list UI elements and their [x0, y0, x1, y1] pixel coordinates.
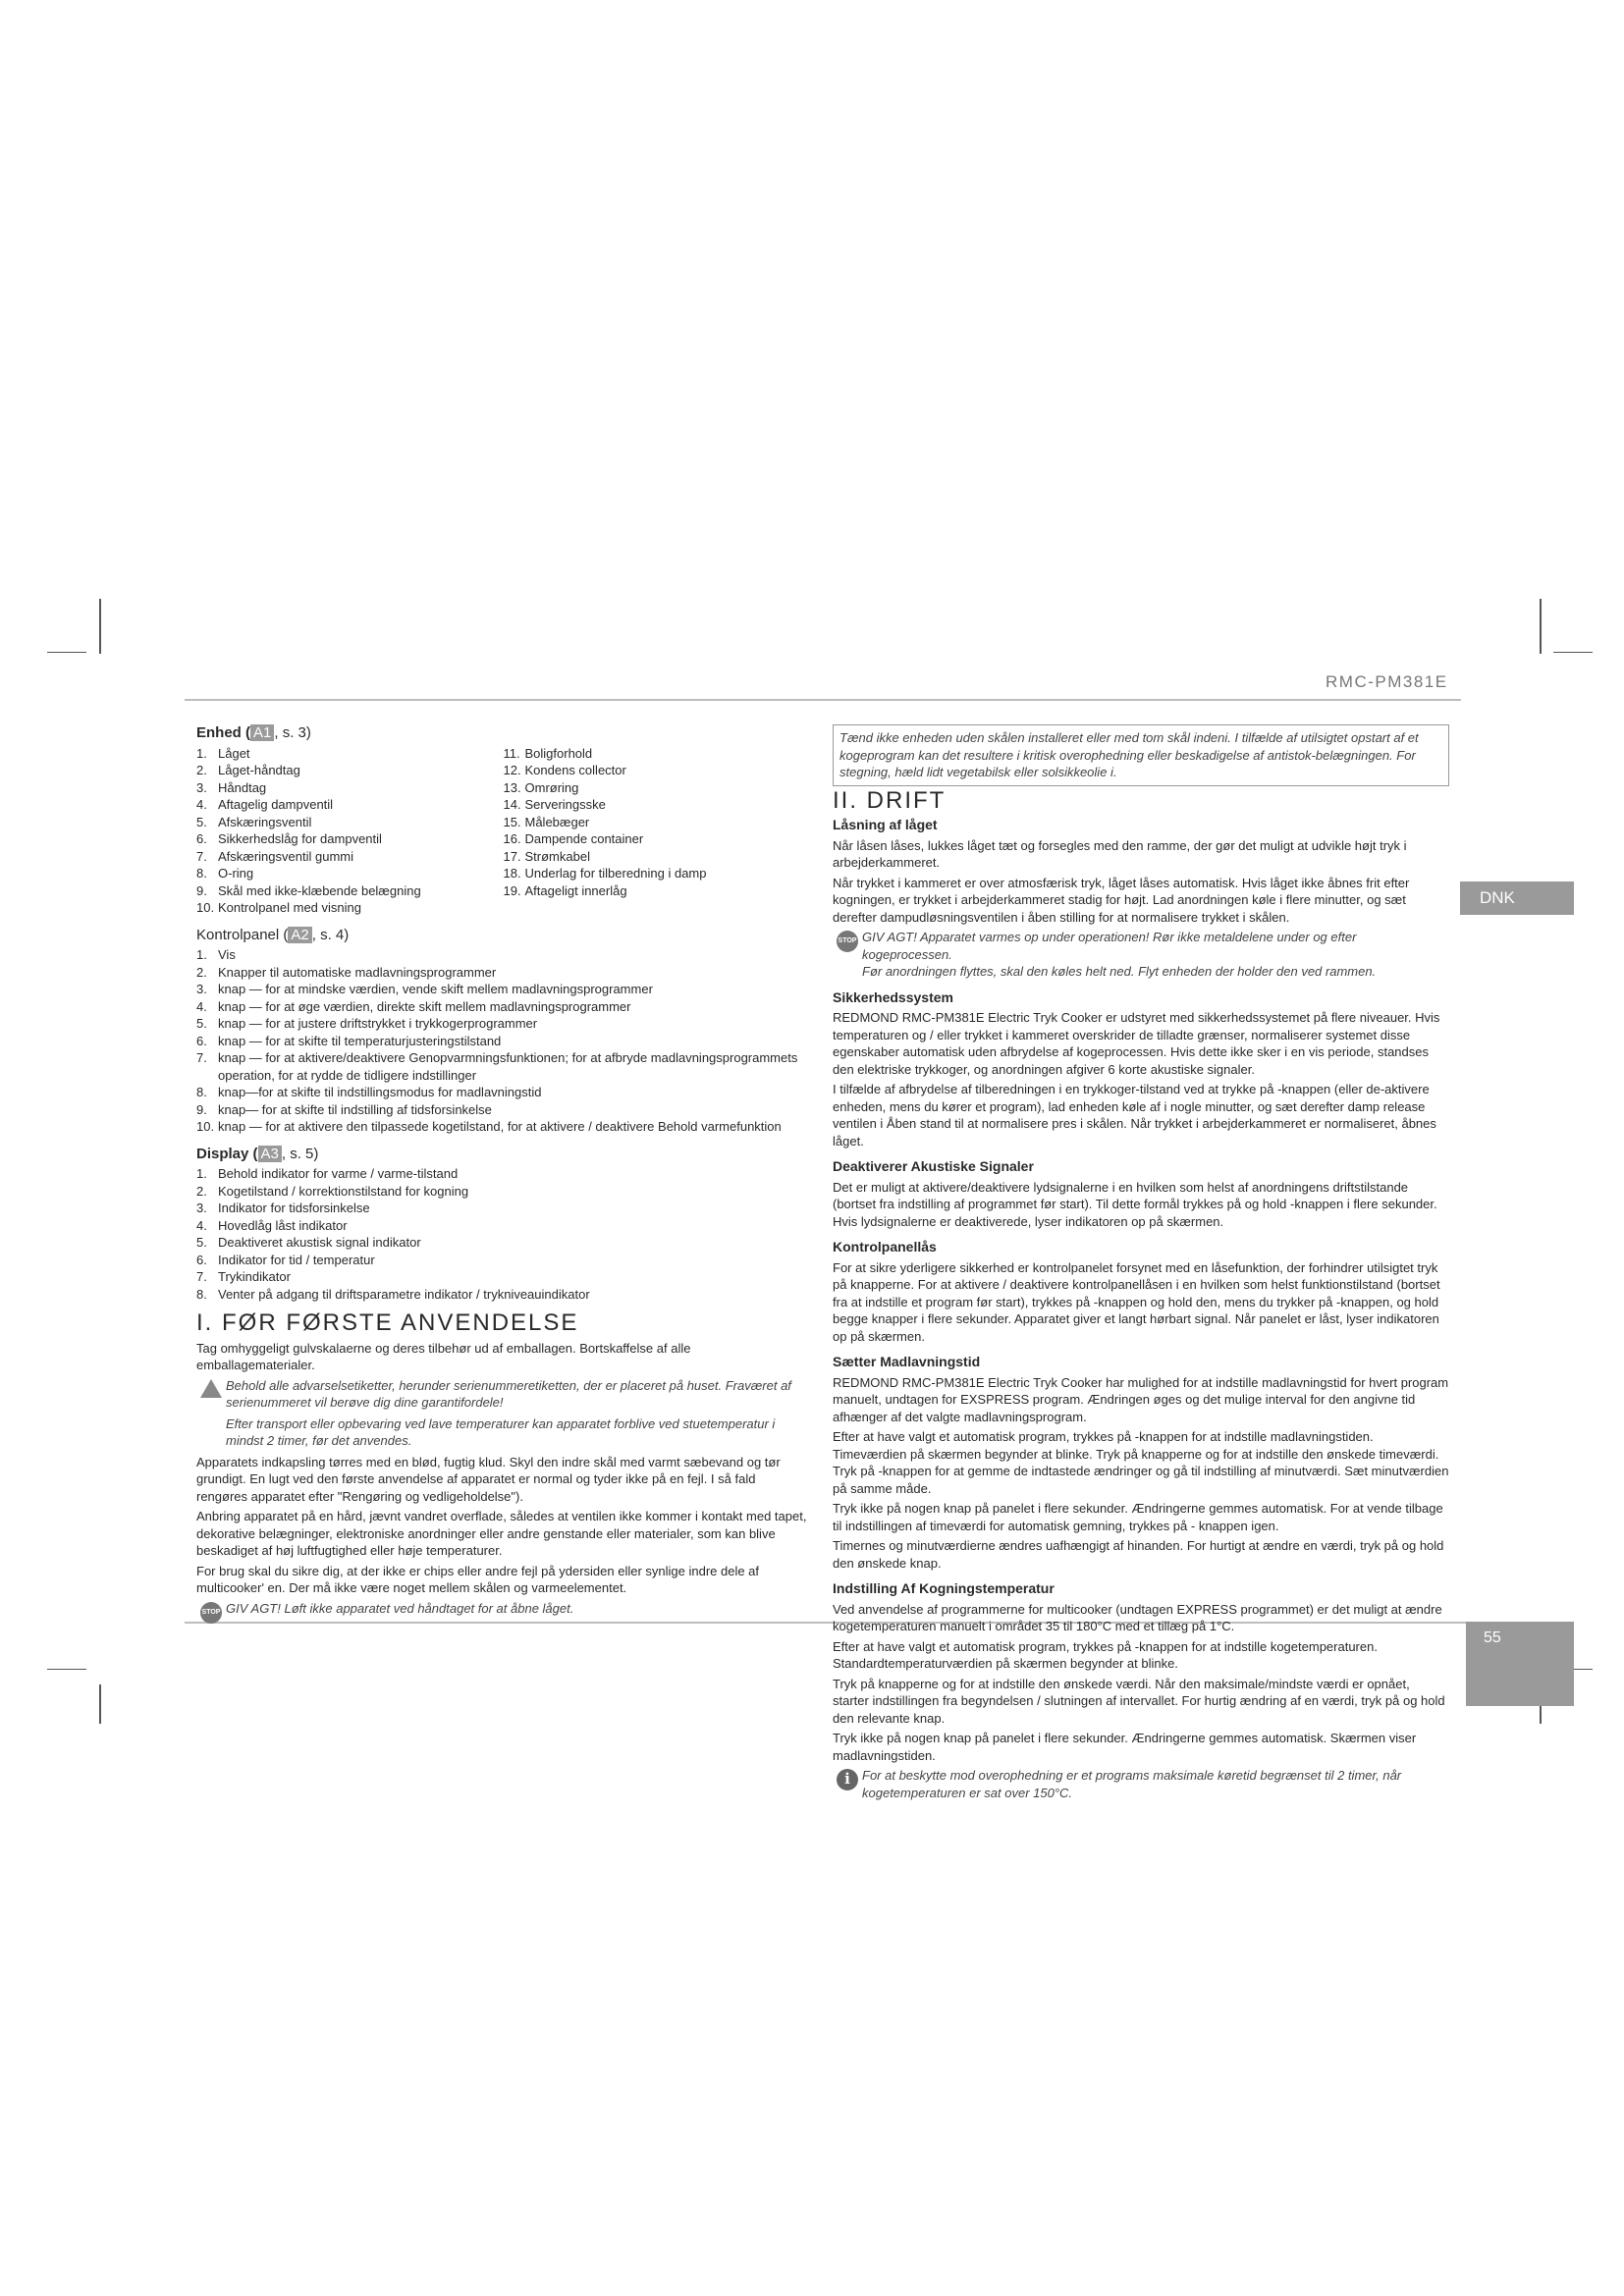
list-item: 8. O-ring	[196, 866, 254, 881]
list-item: 2. Knapper til automatiske madlavningsprogrammer	[196, 964, 497, 980]
list-item: 3. knap — for at mindske værdien, vende skift mellem madlavningsprogrammer	[196, 982, 653, 996]
crop-mark	[1553, 652, 1593, 653]
list-item: 5. Afskæringsventil	[196, 814, 312, 829]
subheading: Deaktiverer Akustiske Signaler	[833, 1158, 1034, 1174]
list-item: 17. Strømkabel	[503, 848, 590, 864]
subheading: Sikkerhedssystem	[833, 988, 953, 1005]
list-item: 7. Afskæringsventil gummi	[196, 848, 353, 864]
info-icon: i	[837, 1769, 858, 1790]
list-item: 8. knap—for at skifte til indstillingsmodus for madlavningstid	[196, 1085, 542, 1099]
figure-ref: A1	[250, 724, 274, 741]
list-item: 6. Indikator for tid / temperatur	[196, 1252, 375, 1267]
warning-note: Behold alle advarselsetiketter, herunder serienummeretiketten, der er placeret på huset. Fraværet af serienummeret vil berøve dig dine garantifordele!	[196, 1377, 810, 1412]
info-note: i For at beskytte mod overophedning er et programs maksimale køretid begrænset til 2 timer, når kogetemperaturen er sat over 150°C.	[833, 1767, 1449, 1801]
list-item: 3. Indikator for tidsforsinkelse	[196, 1201, 370, 1215]
list-item: 10. Kontrolpanel med visning	[196, 900, 361, 915]
stop-icon: STOP	[200, 1602, 222, 1624]
left-column	[196, 724, 810, 1628]
list-item: 8. Venter på adgang til driftsparametre indikator / trykniveauindikator	[196, 1286, 590, 1302]
list-item: 4. Aftagelig dampventil	[196, 797, 334, 812]
crop-mark	[99, 1684, 101, 1724]
crop-mark	[47, 652, 86, 653]
list-item: 5. knap — for at justere driftstrykket i trykkogerprogrammer	[196, 1016, 538, 1031]
section-title: I. FØR FØRSTE ANVENDELSE	[196, 1309, 579, 1336]
paragraph: REDMOND RMC-PM381E Electric Tryk Cooker er udstyret med sikkerhedssystemet på flere niveauer. Hvis temperaturen og / eller trykket i kammeret overskrider de tilladte grænser, normaliserer systemet disse egenskaber automatisk uden afbrydelse af kogeprocessen. Hvis dette ikke sker i en vis periode, standses den elektriske trykkoger, og anordningen afgiver 6 korte akustiske signaler.	[833, 1010, 1440, 1077]
list-item: 7. Trykindikator	[196, 1269, 291, 1284]
stop-icon: STOP	[837, 931, 858, 952]
header-rule	[185, 699, 1461, 701]
paragraph: Tryk ikke på nogen knap på panelet i flere sekunder. Ændringerne gemmes automatisk. For at vende tilbage til indstillingen af timeværdi for automatisk gemning, trykkes på - knappen igen.	[833, 1501, 1443, 1533]
list-item: 13. Omrøring	[503, 779, 579, 795]
list-item: 14. Serveringsske	[503, 797, 606, 812]
paragraph: Når trykket i kammeret er over atmosfærisk tryk, låget låses automatisk. Hvis låget ikke åbnes frit efter kogningen, er trykket i arbejderkammeret stadig for højt. Lad anordningen køle i flere minutter, og sæt derefter dampudløsningsventilen i åben stilling for at normalisere trykket i skålen.	[833, 875, 1410, 925]
list-item: 2. Låget-håndtag	[196, 763, 300, 777]
list-item: 6. knap — for at skifte til temperaturjusteringstilstand	[196, 1033, 502, 1048]
subheading: Sætter Madlavningstid	[833, 1354, 981, 1369]
paragraph: Tryk ikke på nogen knap på panelet i flere sekunder. Ændringerne gemmes automatisk. Skærmen viser madlavningstiden.	[833, 1731, 1417, 1763]
list-item: 10. knap — for at aktivere den tilpassede kogetilstand, for at aktivere / deaktivere Behold varmefunktion	[196, 1119, 782, 1134]
list-item: 2. Kogetilstand / korrektionstilstand for kogning	[196, 1183, 469, 1199]
paragraph: Efter at have valgt et automatisk program, trykkes på -knappen for at indstille madlavningstiden. Timeværdien på skærmen begynder at blinke. Tryk på knapperne og for at indstille den ønskede timeværdi. Tryk på -knappen for at gemme de indtastede ændringer og gå til indstilling af minutværdi. Sæt minutværdien på samme måde.	[833, 1429, 1449, 1496]
model-name: RMC-PM381E	[1326, 672, 1448, 691]
page-number: 55	[1466, 1622, 1574, 1706]
paragraph: I tilfælde af afbrydelse af tilberedningen i en trykkoger-tilstand ved at trykke på -knappen (eller de-aktivere enheden, mens du kører et program), lad enheden køle af i nogle minutter, og sæt derefter damp release ventilen i Åben stand til at normalisere pres i skålen. Når trykket i arbejderkammeret er normaliseret, åbnes låget.	[833, 1082, 1436, 1148]
list-item: 15. Målebæger	[503, 814, 590, 829]
paragraph: REDMOND RMC-PM381E Electric Tryk Cooker har mulighed for at indstille madlavningstid for hvert program manuelt, undtagen for EXSPRESS program. Ændringen øges og det mulige interval for den angivne tid afhænger af det valgte madlavningsprogram.	[833, 1374, 1449, 1424]
stop-note: STOP GIV AGT! Apparatet varmes op under operationen! Rør ikke metaldelene under og efter kogeprocessen. Før anordningen flyttes, skal den køles helt ned. Flyt enheden der holder den ved rammen.	[838, 930, 1377, 979]
unit-list-col2	[504, 745, 811, 917]
paragraph: Timernes og minutværdierne ændres uafhængigt af hinanden. For hurtigt at ændre en værdi, tryk på og hold den ønskede knap.	[833, 1538, 1444, 1571]
figure-ref: A3	[258, 1146, 282, 1162]
section-title: II. DRIFT	[833, 786, 947, 814]
crop-mark	[1540, 599, 1542, 654]
list-item: 1. Vis	[196, 947, 236, 962]
list-item: 16. Dampende container	[503, 831, 644, 846]
warning-note: Efter transport eller opbevaring ved lave temperaturer kan apparatet forblive ved stuetemperatur i mindst 2 timer, før det anvendes.	[226, 1415, 776, 1448]
paragraph: Det er muligt at aktivere/deaktivere lydsignalerne i en hvilken som helst af anordningens driftstilstande (bortset fra indstilling af programmet før start). Til dette formål trykkes på og hold -knappen i flere sekunder. Hvis lydsignalerne er deaktiverede, lyser indikatoren op på skærmen.	[833, 1179, 1437, 1229]
paragraph: Efter at have valgt et automatisk program, trykkes på -knappen for at indstille kogetemperaturen. Standardtemperaturværdien på skærmen begynder at blinke.	[833, 1638, 1378, 1671]
list-item: 18. Underlag for tilberedning i damp	[503, 866, 707, 881]
list-item: 5. Deaktiveret akustisk signal indikator	[196, 1235, 421, 1250]
right-column	[833, 724, 1449, 1805]
warning-icon	[200, 1379, 222, 1398]
control-list	[196, 946, 810, 1136]
paragraph: Anbring apparatet på en hård, jævnt vandret overflade, således at ventilen ikke kommer i kontakt med tapet, dekorative belægninger, elektroniske anordninger eller andre genstande eller materialer, som kan blive beskadiget af høj luftfugtighed eller høje temperaturer.	[196, 1509, 807, 1558]
language-tab: DNK	[1460, 881, 1574, 915]
paragraph: Apparatets indkapsling tørres med en blød, fugtig klud. Skyl den indre skål med varmt sæbevand og tør grundigt. En lugt ved den første anvendelse af apparatet er normal og tyder ikke på en fejl. I så fald rengøres apparatet efter "Rengøring og vedligeholdelse").	[196, 1454, 781, 1504]
unit-list-col1	[196, 745, 504, 917]
display-heading: Display ( A3 , s. 5)	[196, 1145, 319, 1162]
list-item: 4. Hovedlåg låst indikator	[196, 1217, 348, 1233]
list-item: 7. knap — for at aktivere/deaktivere Genopvarmningsfunktionen; for at afbryde madlavningsprogrammets operation, for at rydde de tidligere indstillinger	[196, 1050, 798, 1083]
subheading: Indstilling Af Kogningstemperatur	[833, 1580, 1055, 1596]
list-item: 12. Kondens collector	[503, 763, 626, 777]
list-item: 3. Håndtag	[196, 779, 267, 795]
crop-mark	[99, 599, 101, 654]
list-item: 1. Behold indikator for varme / varme-tilstand	[196, 1166, 459, 1181]
paragraph: Når låsen låses, lukkes låget tæt og forsegles med den ramme, der gør det muligt at udvikle højt tryk i arbejderkammeret.	[833, 837, 1407, 870]
subheading: Låsning af låget	[833, 817, 938, 832]
list-item: 9. knap— for at skifte til indstilling af tidsforsinkelse	[196, 1101, 492, 1117]
control-heading: Kontrolpanel ( A2 , s. 4)	[196, 926, 350, 943]
figure-ref: A2	[288, 927, 311, 943]
paragraph: For brug skal du sikre dig, at der ikke er chips eller andre fejl på ydersiden eller synlige indre dele af multicooker' en. Der må ikke være noget mellem skålen og varmeelementet.	[196, 1563, 760, 1595]
unit-list	[196, 745, 810, 917]
subheading: Kontrolpanellås	[833, 1239, 937, 1255]
stop-note: STOP GIV AGT! Løft ikke apparatet ved håndtaget for at åbne låget.	[196, 1600, 810, 1624]
paragraph: Ved anvendelse af programmerne for multicooker (undtagen EXPRESS programmet) er det muligt at ændre kogetemperaturen manuelt i området 35 til 180°C med et tillæg på 1°C.	[833, 1601, 1442, 1633]
list-item: 9. Skål med ikke-klæbende belægning	[196, 882, 421, 898]
paragraph: Tryk på knapperne og for at indstille den ønskede værdi. Når den maksimale/mindste værdi er opnået, starter indstillingen fra begyndelsen / slutningen af intervallet. For hurtig ændring af en værdi, tryk på og hold den relevante knap.	[833, 1676, 1445, 1726]
list-item: 4. knap — for at øge værdien, direkte skift mellem madlavningsprogrammer	[196, 998, 631, 1014]
display-list	[196, 1165, 810, 1303]
list-item: 19. Aftageligt innerlåg	[503, 882, 627, 898]
unit-heading: Enhed ( A1 , s. 3)	[196, 724, 311, 741]
crop-mark	[47, 1669, 86, 1670]
warning-box: Tænd ikke enheden uden skålen installeret eller med tom skål indeni. I tilfælde af utilsigtet opstart af et kogeprogram kan det resultere i kritisk overophedning eller beskadigelse af antistok-belægningen. For stegning, hæld lidt vegetabilsk eller solsikkeolie i.	[833, 724, 1449, 786]
list-item: 6. Sikkerhedslåg for dampventil	[196, 831, 382, 846]
paragraph: Tag omhyggeligt gulvskalaerne og deres tilbehør ud af emballagen. Bortskaffelse af alle emballagematerialer.	[196, 1340, 691, 1372]
paragraph: For at sikre yderligere sikkerhed er kontrolpanelet forsynet med en låsefunktion, der forhindrer utilsigtet tryk på knapperne. For at aktivere / deaktivere kontrolpanellåsen i en hvilken som helst funktionstilstand (bortset fra at indstille et program før start), trykkes på -knappen og hold den, mens du trykker på -knappen, og hold begge knapper i flere sekunder. Apparatet giver et langt hørbart signal. Når panelet er låst, lyser indikatoren op på skærmen.	[833, 1259, 1440, 1344]
list-item: 11. Boligforhold	[503, 745, 593, 761]
list-item: 1. Låget	[196, 745, 250, 761]
